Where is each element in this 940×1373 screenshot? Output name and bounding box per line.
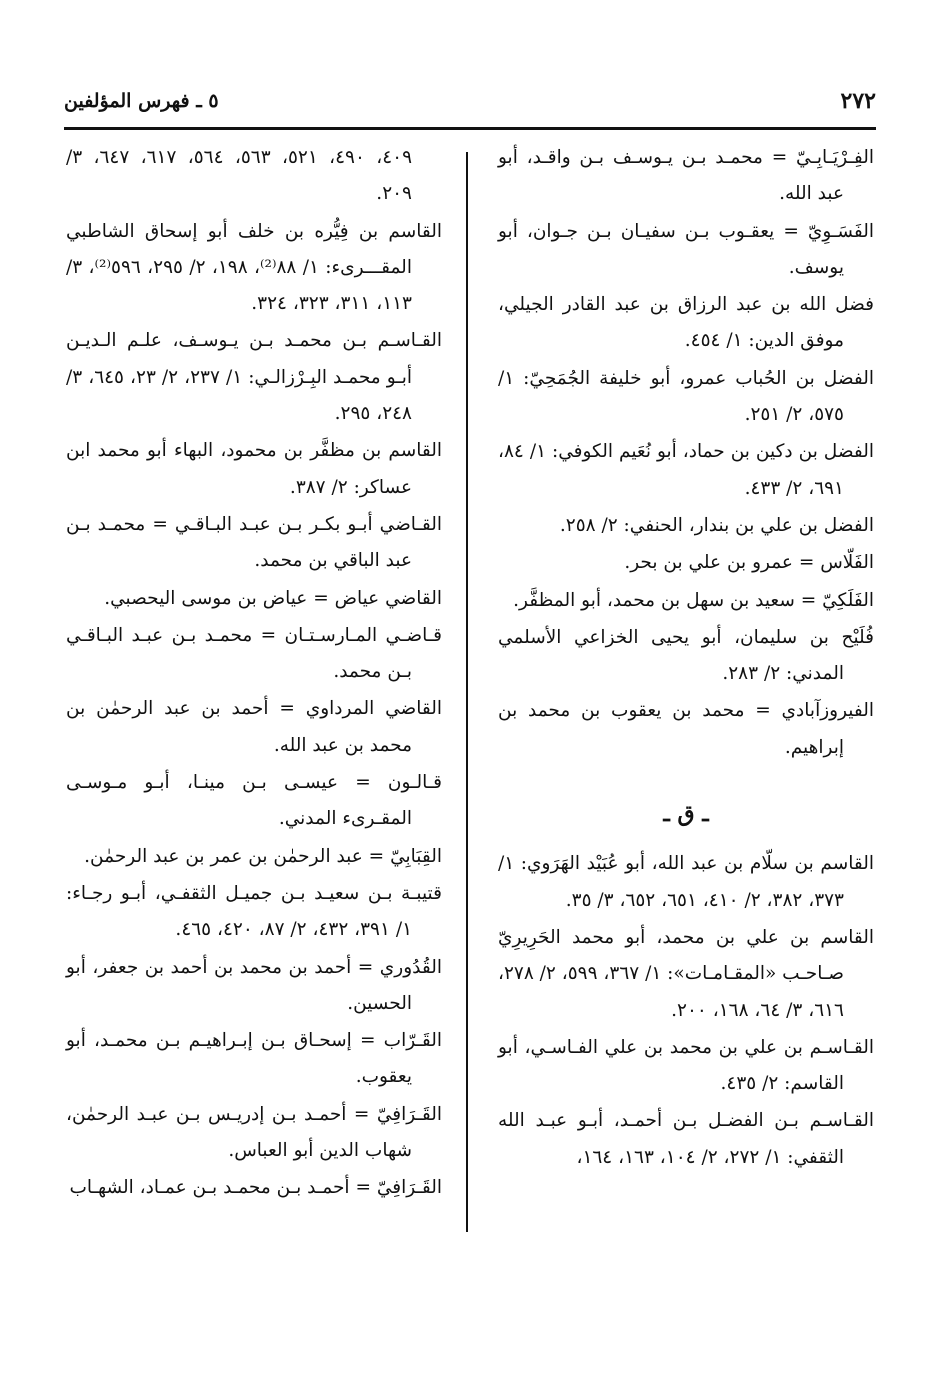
index-entry: قـالـون = عيسـى بـن مينـا، أبـو مـوسـى المقـرىء المدني.	[66, 772, 442, 830]
index-entry: القـاسـم بـن محمـد بـن يـوسـف، علـم الـديـن أبـو محمـد البِـرْزالـي: ١/ ٢٣٧، ٢/ ٢٣، ٦٤٥، ٣/ ٢٤٨، ٢٩٥.	[66, 330, 442, 425]
page-header	[64, 78, 876, 124]
index-entry: الفضل بن الحُباب عمرو، أبو خليفة الجُمَحِيّ: ١/ ٥٧٥، ٢/ ٢٥١.	[498, 367, 874, 426]
index-entry: القُدُوري = أحمد بن محمد بن أحمد بن جعفر، أبو الحسين.	[66, 956, 442, 1014]
index-entry: القاسم بن فِيُّره بن خلف أبو إسحاق الشاطبي المقـــرىء: ١/ ٨٨⁽²⁾، ١٩٨، ٢/ ٢٩٥، ٥٩٦⁽²⁾، ٣/ ١١٣، ٣١١، ٣٢٣، ٣٢٤.	[66, 220, 442, 315]
index-entry: القَـرَافِيّ = أحمـد بـن محمـد بـن عمـاد، الشهـاب	[69, 1177, 442, 1199]
index-entry: القَـرّاب = إسحـاق بـن إبـراهيـم بـن محمـد، أبو يعقوب.	[66, 1030, 442, 1088]
index-entry: القاضي المرداوي = أحمد بن عبد الرحمٰن بن محمد بن عبد الله.	[66, 698, 442, 756]
page-number: ٢٧٢	[840, 88, 876, 114]
index-entry: الفضل بن دكين بن حماد، أبو نُعَيم الكوفي: ١/ ٨٤، ٦٩١، ٢/ ٤٣٣.	[498, 441, 874, 499]
header-rule	[64, 127, 876, 130]
continued-entry: ٤٠٩، ٤٩٠، ٥٢١، ٥٦٣، ٥٦٤، ٦١٧، ٦٤٧، ٣/ ٢٠٩.	[66, 147, 413, 205]
index-entry: القاسم بن علي بن محمد، أبو محمد الحَرِيرِيّ صـاحـب «المقـامـات»: ١/ ٣٦٧، ٥٩٩، ٢/ ٢٧٨، ٦١٦، ٣/ ٦٤، ١٦٨، ٢٠٠.	[498, 926, 874, 1021]
index-entry: القاسم بن مظفَّر بن محمود، البهاء أبو محمد ابن عساكر: ٢/ ٣٨٧.	[66, 440, 442, 498]
index-entry: فضل الله بن عبد الرزاق بن عبد القادر الجيلي، موفق الدين: ١/ ٤٥٤.	[498, 294, 874, 352]
index-entry: القـاضي أبـو بكـر بـن عبـد البـاقـي = محمـد بـن عبد الباقي بن محمد.	[66, 513, 442, 572]
index-entry: القـاسـم بـن الفضـل بـن أحمـد، أبـو عبـد الله الثقفي: ١/ ٢٧٢، ٢/ ١٠٤، ١٦٣، ١٦٤،	[498, 1110, 874, 1168]
index-entry: الفيروزآبادي = محمد بن يعقوب بن محمد بن إبراهيم.	[498, 700, 874, 758]
index-entry: القَـرَافِيّ = أحمـد بـن إدريـس بـن عبـد الرحمٰن، شهاب الدين أبو العباس.	[66, 1103, 442, 1162]
index-entry: الفضل بن علي بن بندار، الحنفي: ٢/ ٢٥٨.	[559, 514, 874, 536]
index-entry: الفِـرْيَـابِـيّ = محمـد بـن يـوسـف بـن واقـد، أبو عبد الله.	[498, 147, 874, 205]
index-entry: القِبَابِيّ = عبد الرحمٰن بن عمر بن عبد الرحمٰن.	[84, 845, 442, 867]
column-divider	[466, 152, 468, 1232]
right-column	[498, 140, 874, 1177]
section-title: ٥ ـ فهرس المؤلفين	[64, 90, 219, 112]
index-entry: فُلَيْح بن سليمان، أبو يحيى الخزاعي الأسلمي المدني: ٢/ ٢٨٣.	[498, 626, 874, 685]
index-entry: القاسم بن سلّام بن عبد الله، أبو عُبَيْد الهَرَوي: ١/ ٣٧٣، ٣٨٢، ٢/ ٤١٠، ٦٥١، ٦٥٢، ٣/ ٣٥.	[498, 853, 874, 911]
letter-heading: ـ ق ـ	[663, 801, 709, 828]
index-entry: الفَلَكِيّ = سعيد بن سهل بن محمد، أبو المظفَّر.	[513, 589, 874, 611]
index-entry: القـاسـم بن علي بن محمد بن علي الفـاسـي، أبو القاسم: ٢/ ٤٣٥.	[498, 1036, 874, 1095]
index-entry: قـاضـي المـارسـتـان = محمـد بـن عبـد البـاقـي بـن محمد.	[66, 624, 442, 683]
index-entry: قتيبـة بـن سعيـد بـن جميـل الثقفـي، أبـو رجـاء: ١/ ٣٩١، ٤٣٢، ٢/ ٨٧، ٤٢٠، ٤٦٥.	[66, 882, 442, 941]
index-entry: الفَلّاس = عمرو بن علي بن بحر.	[624, 552, 874, 574]
index-entry: الفَسَـوِيّ = يعقـوب بـن سفيـان بـن جـوان، أبو يوسف.	[498, 220, 874, 278]
left-column	[66, 140, 442, 1208]
index-entry: القاضي عياض = عياض بن موسى اليحصبي.	[104, 587, 442, 609]
